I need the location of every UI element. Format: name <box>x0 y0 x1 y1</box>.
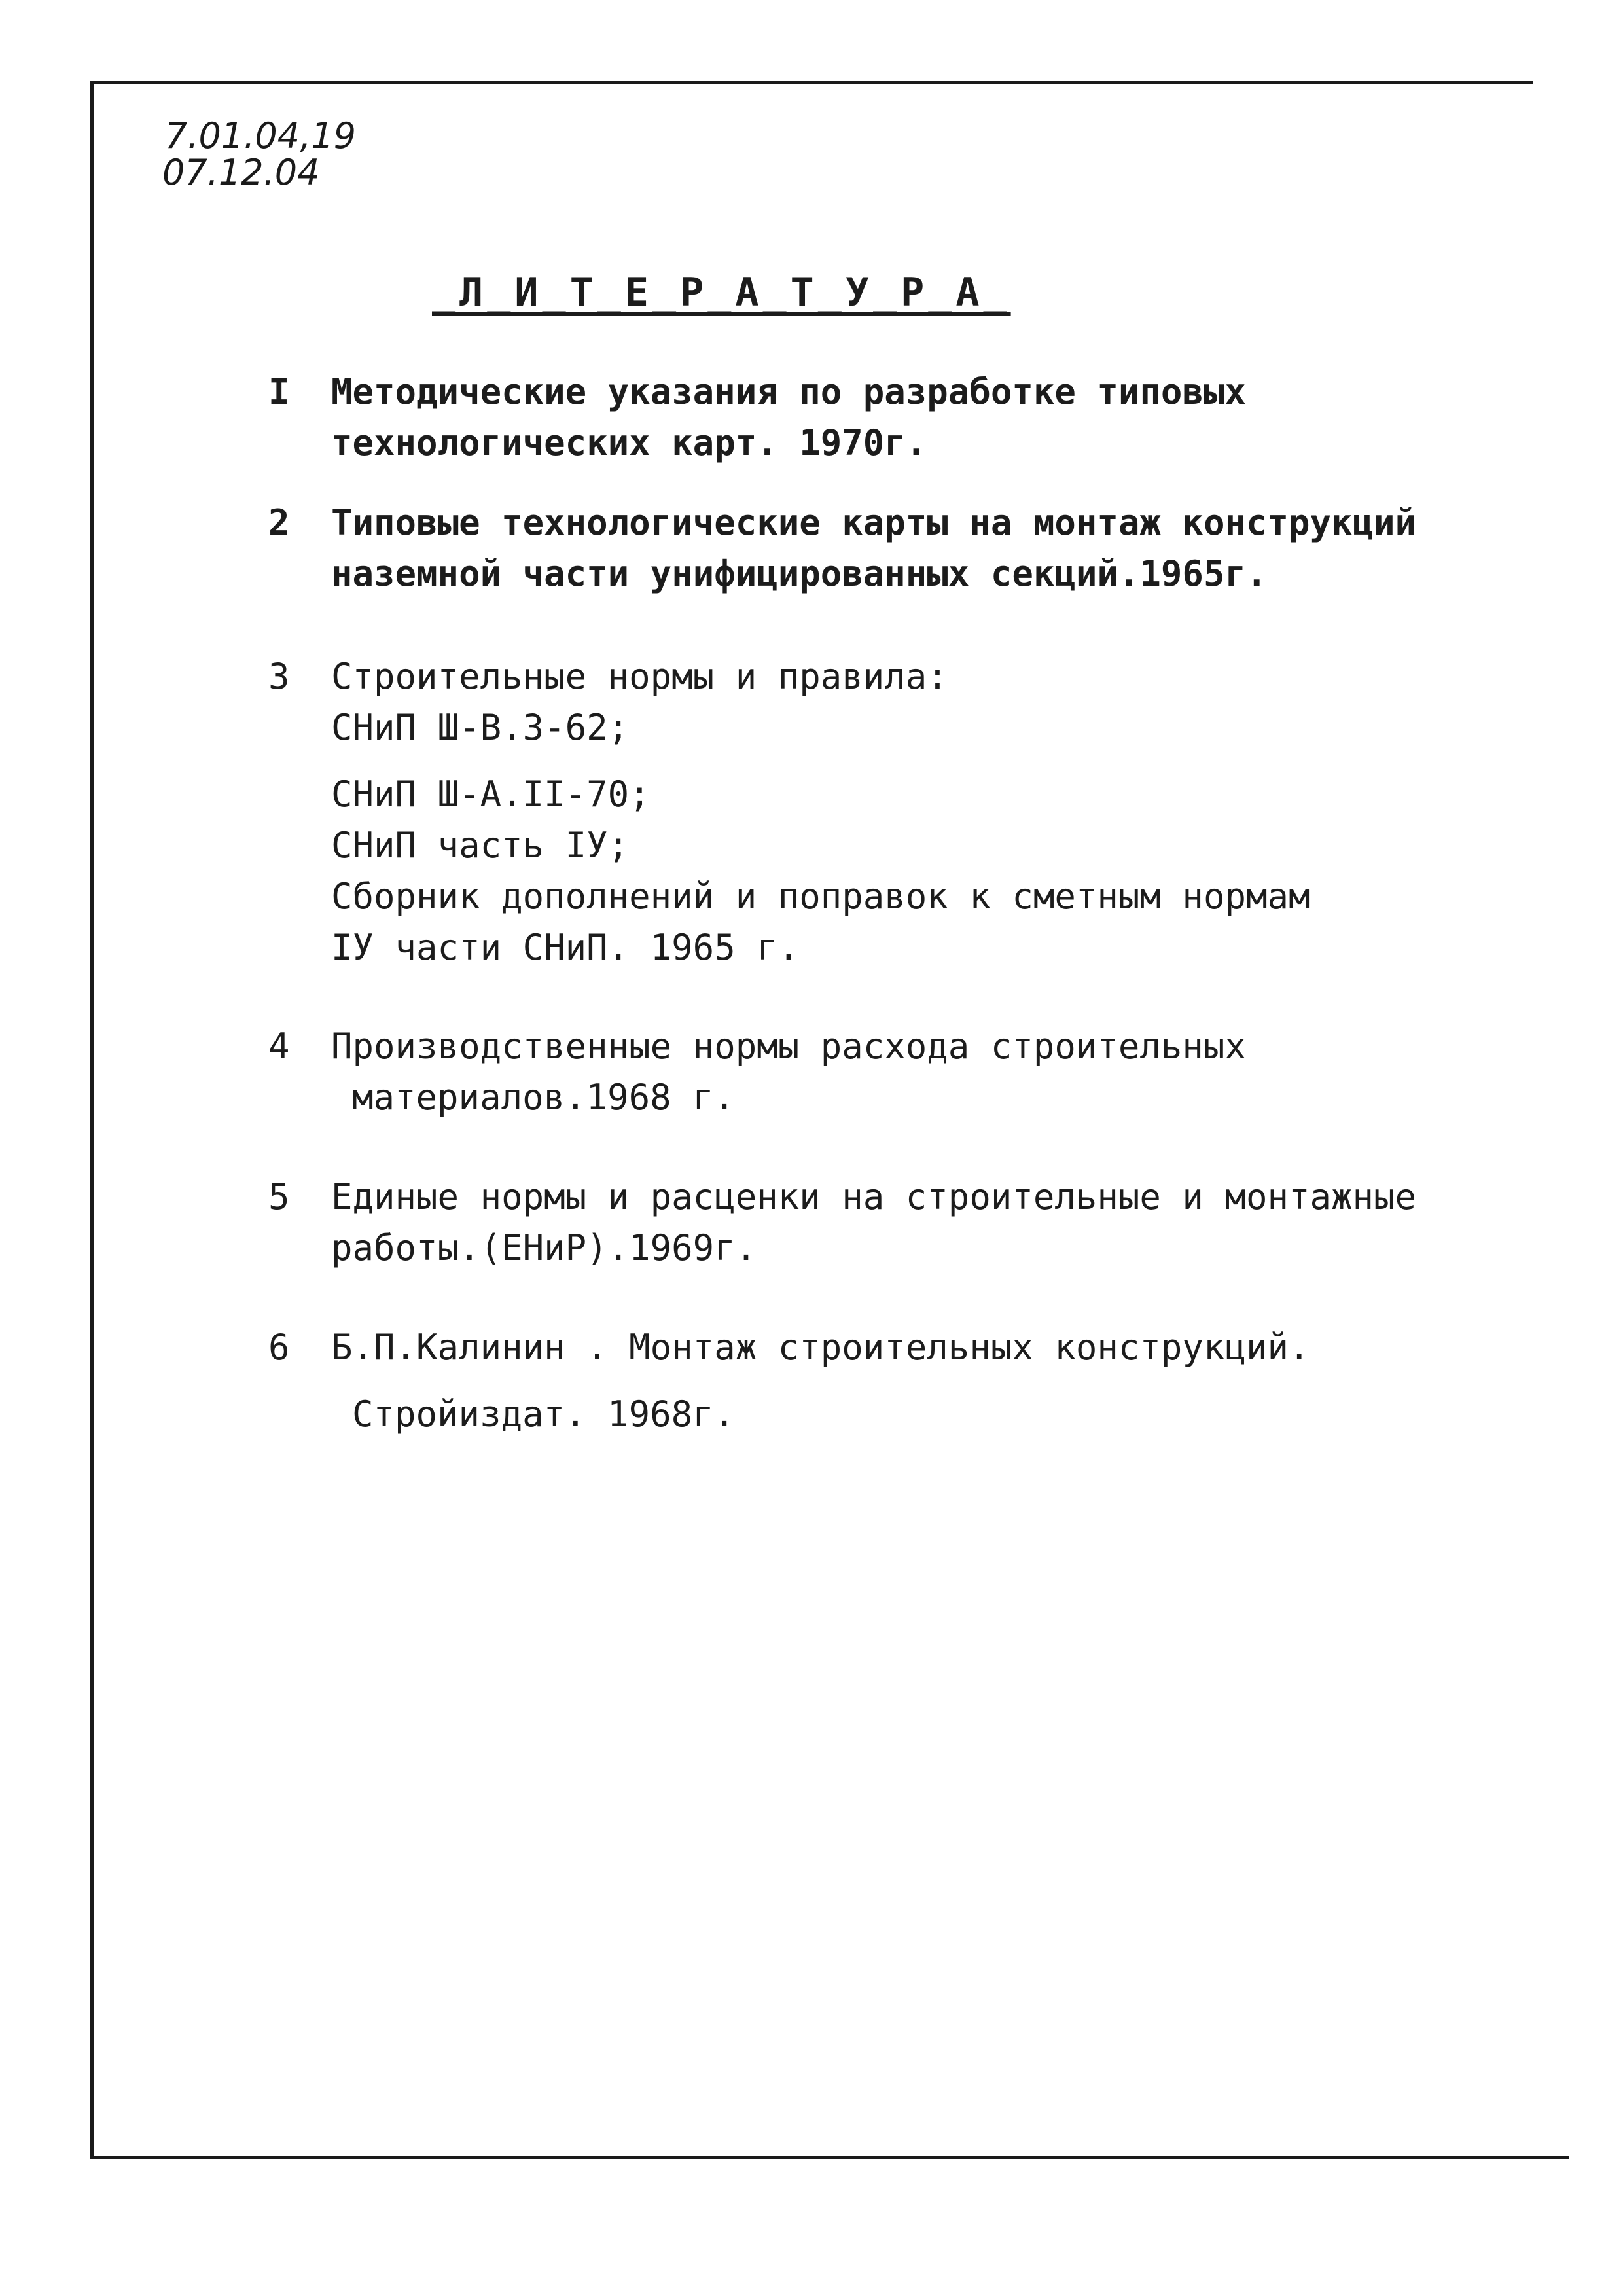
reference-line: Стройиздат. 1968г. <box>352 1393 736 1435</box>
reference-line: технологических карт. 1970г. <box>331 422 927 463</box>
reference-item-2 <box>268 497 1417 600</box>
reference-number: 4 <box>268 1026 290 1067</box>
reference-item-5 <box>268 1172 1417 1274</box>
reference-line: IУ части СНиП. 1965 г. <box>331 927 800 968</box>
reference-line: Производственные нормы расхода строительных <box>331 1026 1246 1067</box>
reference-line: Б.П.Калинин . Монтаж строительных конструкций. <box>331 1327 1310 1368</box>
frame-bottom-border <box>90 2156 1569 2159</box>
reference-line: Типовые технологические карты на монтаж конструкций <box>331 502 1417 543</box>
handwritten-stamp <box>162 115 356 193</box>
reference-line: СНиП Ш-В.3-62; <box>331 707 630 748</box>
reference-line: СНиП часть IУ; <box>331 825 630 866</box>
reference-line: Единые нормы и расценки на строительные и монтажные <box>331 1176 1417 1217</box>
reference-item-4 <box>268 1021 1407 1123</box>
reference-number: I <box>268 371 290 412</box>
stamp-line-1: 7.01.04,19 <box>165 115 356 156</box>
reference-line: Строительные нормы и правила: <box>331 656 948 697</box>
page-heading: _Л_И_Т_Е_Р_А_Т_У_Р_А_ <box>432 270 1011 315</box>
frame-left-border <box>90 81 94 2159</box>
reference-line: материалов.1968 г. <box>352 1077 736 1118</box>
reference-number: 6 <box>268 1327 290 1368</box>
reference-line: работы.(ЕНиР).1969г. <box>331 1227 757 1268</box>
reference-number: 5 <box>268 1176 290 1217</box>
reference-item-6 <box>268 1322 1407 1440</box>
reference-line: наземной части унифицированных секций.1965г. <box>331 553 1268 594</box>
reference-line: Методические указания по разработке типовых <box>331 371 1246 412</box>
reference-item-1 <box>268 367 1407 469</box>
reference-number: 3 <box>268 656 290 697</box>
frame-top-border <box>90 81 1533 84</box>
reference-line: СНиП Ш-А.II-70; <box>331 774 651 815</box>
reference-number: 2 <box>268 502 290 543</box>
reference-item-3 <box>268 651 1407 973</box>
reference-line: Сборник дополнений и поправок к сметным нормам <box>331 876 1310 917</box>
stamp-line-2: 07.12.04 <box>162 152 320 193</box>
